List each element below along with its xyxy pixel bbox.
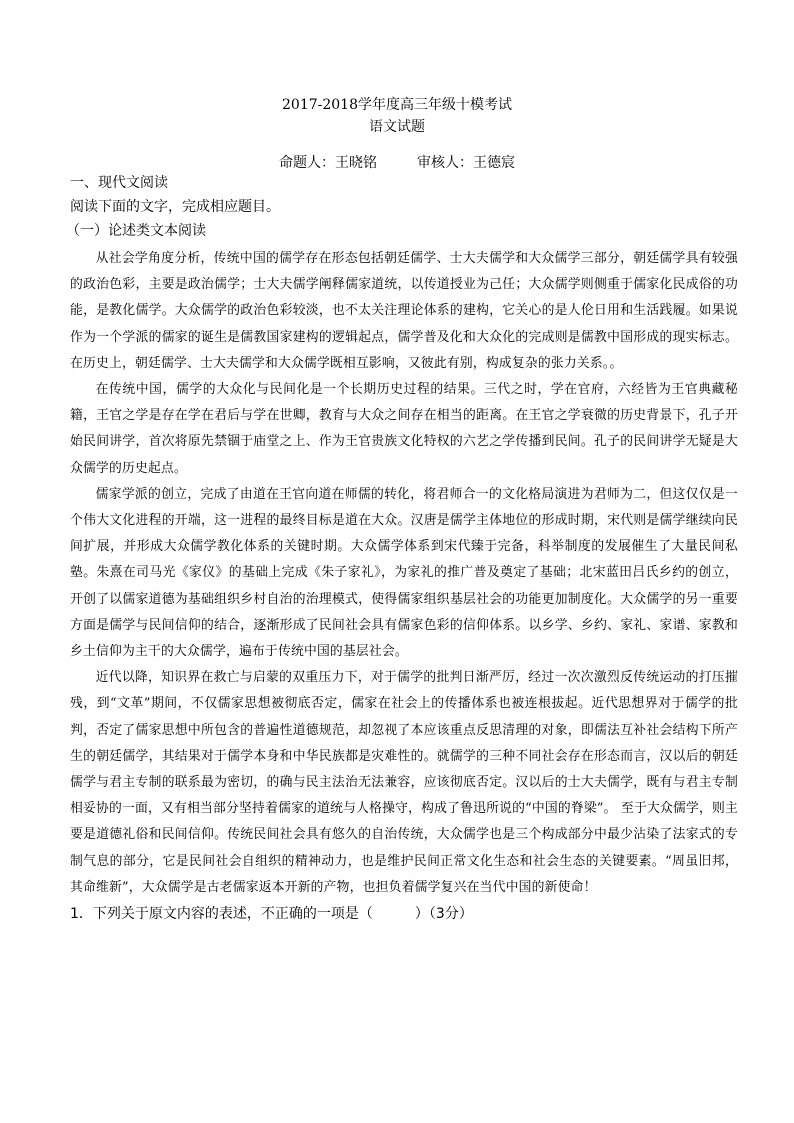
exam-content xyxy=(66,172,738,925)
reviewer-name: 审核人：王德宸 xyxy=(417,155,515,171)
reading-passage xyxy=(70,246,738,901)
exam-title: 2017-2018学年度高三年级十模考试 xyxy=(282,97,512,113)
exam-subject: 语文试题 xyxy=(369,119,425,135)
passage-paragraph: 近代以降，知识界在救亡与启蒙的双重压力下，对于儒学的批判日渐严厉，经过一次次激烈反传统运动的打压摧残，到“文革”期间，不仅儒家思想被彻底否定，儒家在社会上的传播体系也被连根拔起。近代思想界对于儒学的批判，否定了儒家思想中所包含的普遍性道德规范，却忽视了本应该重点反思清理的对象，即儒法互补社会结构下所产生的朝廷儒学，其结果对于儒学本身和中华民族都是灾难性的。就儒学的三种不同社会存在形态而言，汉以后的朝廷儒学与君主专制的联系最为密切，的确与民主法治无法兼容，应该彻底否定。汉以后的士大夫儒学，既有与君主专制相妥协的一面，又有相当部分坚持着儒家的道统与人格操守，构成了鲁迅所说的“中国的脊梁”。 至于大众儒学，则主要是道德礼俗和民间信仰。传统民间社会具有悠久的自治传统，大众儒学也是三个构成部分中最少沾染了法家式的专制气息的部分，它是民间社会自组织的精神动力，也是维护民间正常文化生态和社会生态的关键要素。“周虽旧邦，其命维新”，大众儒学是古老儒家返本开新的产物，也担负着儒学复兴在当代中国的新使命！ xyxy=(70,670,738,895)
section-heading: 一、现代文阅读 xyxy=(70,175,168,191)
exam-authors xyxy=(0,152,794,174)
passage-paragraph: 从社会学角度分析，传统中国的儒学存在形态包括朝廷儒学、士大夫儒学和大众儒学三部分，朝廷儒学具有较强的政治色彩，主要是政治儒学；士大夫儒学阐释儒家道统，以传道授业为己任；大众儒学则侧重于儒家化民成俗的功能，是教化儒学。大众儒学的政治色彩较淡，也不太关注理论体系的建构，它关心的是人伦日用和生活践履。如果说作为一个学派的儒家的诞生是儒教国家建构的逻辑起点，儒学普及化和大众化的完成则是儒教中国形成的现实标志。在历史上，朝廷儒学、士大夫儒学和大众儒学既相互影响，又彼此有别，构成复杂的张力关系。。 xyxy=(70,251,738,371)
section-instruction: 阅读下面的文字，完成相应题目。 xyxy=(70,199,280,215)
passage-paragraph: 在传统中国，儒学的大众化与民间化是一个长期历史过程的结果。三代之时，学在官府，六经皆为王官典藏秘籍，王官之学是存在学在君后与学在世卿，教育与大众之间存在相当的距离。在王官之学衰微的历史背景下，孔子开始民间讲学，首次将原先禁锢于庙堂之上、作为王官贵族文化特权的六艺之学传播到民间。孔子的民间讲学无疑是大众儒学的历史起点。 xyxy=(70,382,738,476)
section-subheading: （一）论述类文本阅读 xyxy=(66,223,206,239)
question-1: 1．下列关于原文内容的表述，不正确的一项是（ ）（3分） xyxy=(70,906,473,923)
setter-name: 命题人：王晓铭 xyxy=(279,155,377,171)
passage-paragraph: 儒家学派的创立，完成了由道在王官向道在师儒的转化，将君师合一的文化格局演进为君师为二，但这仅仅是一个伟大文化进程的开端，这一进程的最终目标是道在大众。汉唐是儒学主体地位的形成时期，宋代则是儒学继续向民间扩展，并形成大众儒学教化体系的关键时期。大众儒学体系到宋代臻于完备，科举制度的发展催生了大量民间私塾。朱熹在司马光《家仪》的基础上完成《朱子家礼》，为家礼的推广普及奠定了基础；北宋蓝田吕氏乡约的创立，开创了以儒家道德为基础组织乡村自治的治理模式，使得儒家组织基层社会的功能更加制度化。大众儒学的另一重要方面是儒学与民间信仰的结合，逐渐形成了民间社会具有儒家色彩的信仰体系。以乡学、乡约、家礼、家谱、家教和乡土信仰为主干的大众儒学，遍布于传统中国的基层社会。 xyxy=(70,486,738,660)
